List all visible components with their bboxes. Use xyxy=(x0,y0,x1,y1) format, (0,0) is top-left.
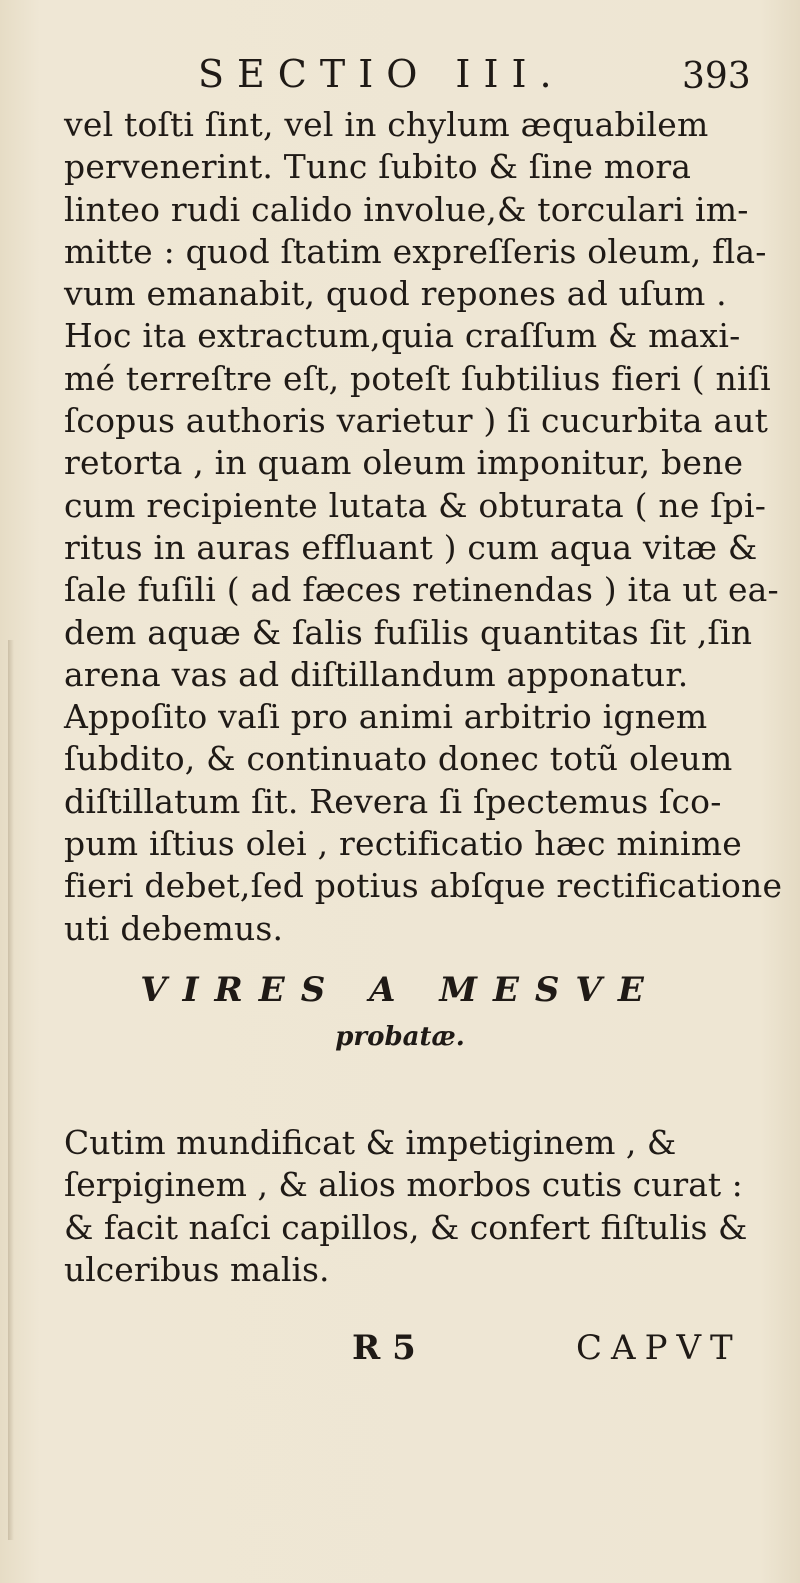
running-head: SECTIO III. xyxy=(198,52,565,96)
text-line: Hoc ita extractum,quia craſſum & maxi- xyxy=(64,316,741,356)
text-line: dem aquæ & ſalis fuſilis quantitas ſit ,ſin xyxy=(64,612,753,652)
text-line: linteo rudi calido involue,& torculari im- xyxy=(64,189,749,229)
text-line: pum iſtius olei , rectificatio hæc minime xyxy=(64,824,743,864)
text-line: & facit naſci capillos, & confert fiſtulis & xyxy=(64,1207,748,1247)
text-line: vum emanabit, quod repones ad uſum . xyxy=(64,274,727,314)
page-number: 393 xyxy=(682,56,751,97)
text-line: ſerpiginem , & alios morbos cutis curat : xyxy=(64,1165,743,1205)
text-line: retorta , in quam oleum imponitur, bene xyxy=(64,443,744,483)
section-paragraph xyxy=(64,1122,774,1291)
text-line: uti debemus. xyxy=(64,908,284,948)
main-paragraph xyxy=(64,104,783,950)
text-line: diſtillatum ſit. Revera ſi ſpectemus ſco- xyxy=(64,781,722,821)
text-line: ſcopus authoris varietur ) ſi cucurbita aut xyxy=(64,401,769,441)
text-line: mé terreſtre eſt, poteſt ſubtilius fieri ( niſi xyxy=(64,358,771,398)
catchword: CAPVT xyxy=(576,1328,742,1368)
text-line: fieri debet,ſed potius abſque rectificatione xyxy=(64,866,783,906)
signature-mark: R 5 xyxy=(352,1328,416,1368)
text-line: mitte : quod ſtatim expreſſeris oleum, fla- xyxy=(64,231,767,271)
text-line: pervenerint. Tunc ſubito & ſine mora xyxy=(64,147,692,187)
text-line: ritus in auras effluant ) cum aqua vitæ & xyxy=(64,527,758,567)
section-title: VIRES A MESVE xyxy=(140,970,660,1010)
text-line: ſale fuſili ( ad fæces retinendas ) ita ut ea- xyxy=(64,570,779,610)
page-header xyxy=(0,52,800,112)
text-line: ulceribus malis. xyxy=(64,1249,330,1289)
text-line: cum recipiente lutata & obturata ( ne ſpi- xyxy=(64,485,767,525)
text-line: Cutim mundificat & impetiginem , & xyxy=(64,1123,677,1162)
text-line: Appoſito vaſi pro animi arbitrio ignem xyxy=(64,697,708,737)
section-subtitle: probatæ. xyxy=(335,1022,465,1052)
text-line: ſubdito, & continuato donec totũ oleum xyxy=(64,739,733,779)
text-line: arena vas ad diſtillandum apponatur. xyxy=(64,654,689,694)
text-line: vel toſti ſint, vel in chylum æquabilem xyxy=(64,105,709,144)
page-footer xyxy=(0,1328,800,1378)
